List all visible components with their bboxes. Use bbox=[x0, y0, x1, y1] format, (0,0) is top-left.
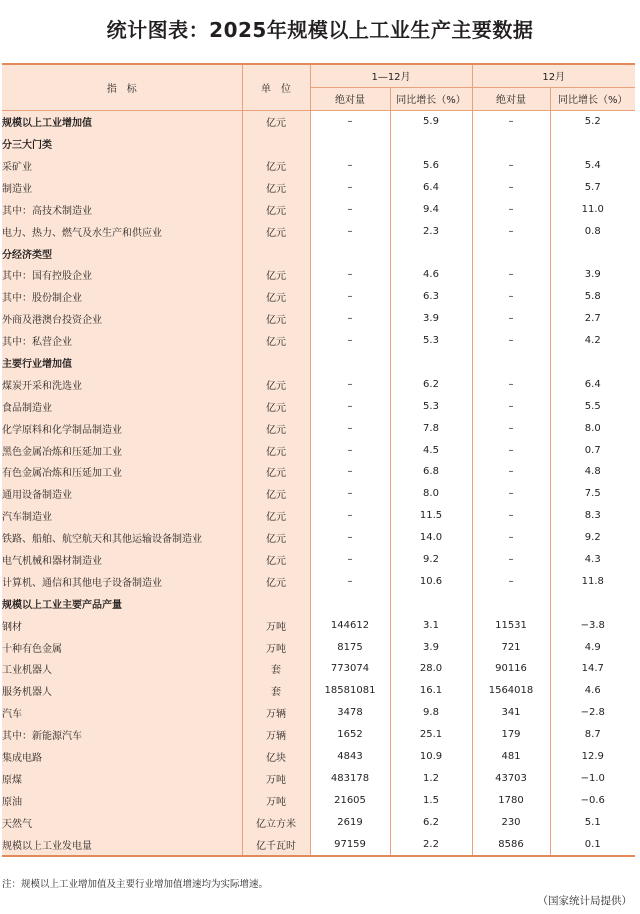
row-yoy-full-year: 8.0 bbox=[390, 483, 472, 505]
row-unit: 亿元 bbox=[242, 308, 310, 330]
table-row bbox=[2, 439, 635, 461]
table-body bbox=[2, 110, 635, 856]
row-indicator: 原油 bbox=[2, 789, 242, 811]
row-abs-full-year: 21605 bbox=[310, 789, 390, 811]
table-row bbox=[2, 702, 635, 724]
table-row bbox=[2, 242, 635, 264]
table-row bbox=[2, 833, 635, 856]
row-indicator: 化学原料和化学制品制造业 bbox=[2, 417, 242, 439]
table-row bbox=[2, 461, 635, 483]
row-yoy-december: 4.8 bbox=[550, 461, 635, 483]
row-indicator: 服务机器人 bbox=[2, 680, 242, 702]
row-unit: 亿元 bbox=[242, 373, 310, 395]
row-unit: 万辆 bbox=[242, 724, 310, 746]
row-yoy-full-year: 1.2 bbox=[390, 768, 472, 790]
row-indicator: 汽车制造业 bbox=[2, 505, 242, 527]
row-abs-full-year: – bbox=[310, 264, 390, 286]
row-abs-full-year: – bbox=[310, 330, 390, 352]
row-unit bbox=[242, 352, 310, 374]
row-yoy-full-year: 9.4 bbox=[390, 198, 472, 220]
row-yoy-december: 5.1 bbox=[550, 811, 635, 833]
row-unit bbox=[242, 592, 310, 614]
row-abs-december: – bbox=[472, 110, 550, 132]
header-yoy-full-year: 同比增长（%） bbox=[390, 87, 472, 110]
table-row bbox=[2, 373, 635, 395]
row-abs-full-year: 8175 bbox=[310, 636, 390, 658]
row-abs-december bbox=[472, 352, 550, 374]
row-yoy-full-year: 6.4 bbox=[390, 176, 472, 198]
row-unit: 套 bbox=[242, 680, 310, 702]
row-abs-full-year: – bbox=[310, 417, 390, 439]
row-yoy-full-year: 4.5 bbox=[390, 439, 472, 461]
row-abs-full-year bbox=[310, 352, 390, 374]
row-abs-december: 1780 bbox=[472, 789, 550, 811]
row-yoy-december: −3.8 bbox=[550, 614, 635, 636]
table-row bbox=[2, 636, 635, 658]
row-yoy-full-year: 6.2 bbox=[390, 811, 472, 833]
table-row bbox=[2, 680, 635, 702]
row-abs-december: – bbox=[472, 505, 550, 527]
table-row bbox=[2, 527, 635, 549]
row-abs-december: 341 bbox=[472, 702, 550, 724]
row-indicator: 工业机器人 bbox=[2, 658, 242, 680]
row-yoy-december: 5.2 bbox=[550, 110, 635, 132]
row-abs-december: 721 bbox=[472, 636, 550, 658]
row-indicator: 分经济类型 bbox=[2, 242, 242, 264]
row-abs-full-year bbox=[310, 242, 390, 264]
row-indicator: 外商及港澳台投资企业 bbox=[2, 308, 242, 330]
row-unit: 亿元 bbox=[242, 286, 310, 308]
table-row bbox=[2, 483, 635, 505]
row-yoy-full-year bbox=[390, 352, 472, 374]
row-indicator: 天然气 bbox=[2, 811, 242, 833]
row-unit: 亿元 bbox=[242, 220, 310, 242]
row-yoy-december: 9.2 bbox=[550, 527, 635, 549]
row-abs-full-year: 97159 bbox=[310, 833, 390, 856]
table-row bbox=[2, 286, 635, 308]
row-abs-full-year bbox=[310, 592, 390, 614]
row-unit: 亿元 bbox=[242, 155, 310, 177]
row-abs-december: – bbox=[472, 395, 550, 417]
row-abs-full-year: – bbox=[310, 549, 390, 571]
row-indicator: 通用设备制造业 bbox=[2, 483, 242, 505]
row-unit: 万辆 bbox=[242, 702, 310, 724]
row-indicator: 其中：国有控股企业 bbox=[2, 264, 242, 286]
row-yoy-full-year: 5.6 bbox=[390, 155, 472, 177]
row-indicator: 有色金属冶炼和压延加工业 bbox=[2, 461, 242, 483]
row-yoy-full-year: 9.8 bbox=[390, 702, 472, 724]
row-indicator: 其中：高技术制造业 bbox=[2, 198, 242, 220]
row-yoy-full-year bbox=[390, 242, 472, 264]
header-abs-full-year: 绝对量 bbox=[310, 87, 390, 110]
row-indicator: 汽车 bbox=[2, 702, 242, 724]
row-abs-december: – bbox=[472, 483, 550, 505]
row-indicator: 电气机械和器材制造业 bbox=[2, 549, 242, 571]
row-abs-full-year: 4843 bbox=[310, 746, 390, 768]
row-indicator: 主要行业增加值 bbox=[2, 352, 242, 374]
row-yoy-december: 8.7 bbox=[550, 724, 635, 746]
row-abs-full-year: – bbox=[310, 461, 390, 483]
row-yoy-full-year: 11.5 bbox=[390, 505, 472, 527]
row-yoy-december: 6.4 bbox=[550, 373, 635, 395]
row-yoy-december bbox=[550, 592, 635, 614]
row-yoy-december: 4.2 bbox=[550, 330, 635, 352]
row-yoy-december: 0.1 bbox=[550, 833, 635, 856]
table-row bbox=[2, 133, 635, 155]
row-abs-full-year: – bbox=[310, 570, 390, 592]
table-row bbox=[2, 352, 635, 374]
row-indicator: 其中：私营企业 bbox=[2, 330, 242, 352]
table-row bbox=[2, 789, 635, 811]
row-abs-december: – bbox=[472, 570, 550, 592]
row-yoy-full-year: 6.8 bbox=[390, 461, 472, 483]
row-abs-december: – bbox=[472, 176, 550, 198]
row-indicator: 钢材 bbox=[2, 614, 242, 636]
row-yoy-december: 5.8 bbox=[550, 286, 635, 308]
table-row bbox=[2, 549, 635, 571]
row-unit: 亿元 bbox=[242, 505, 310, 527]
row-yoy-full-year: 3.9 bbox=[390, 636, 472, 658]
row-yoy-december: 4.9 bbox=[550, 636, 635, 658]
row-yoy-full-year: 28.0 bbox=[390, 658, 472, 680]
row-unit: 亿块 bbox=[242, 746, 310, 768]
table-row bbox=[2, 658, 635, 680]
row-yoy-full-year: 9.2 bbox=[390, 549, 472, 571]
row-yoy-full-year: 4.6 bbox=[390, 264, 472, 286]
header-yoy-december: 同比增长（%） bbox=[550, 87, 635, 110]
row-yoy-december: 14.7 bbox=[550, 658, 635, 680]
table-row bbox=[2, 768, 635, 790]
row-abs-full-year: – bbox=[310, 155, 390, 177]
header-period-december: 12月 bbox=[472, 64, 635, 87]
row-unit: 亿元 bbox=[242, 110, 310, 132]
row-yoy-december: 5.7 bbox=[550, 176, 635, 198]
row-indicator: 煤炭开采和洗选业 bbox=[2, 373, 242, 395]
row-abs-december: – bbox=[472, 373, 550, 395]
row-abs-december: – bbox=[472, 461, 550, 483]
row-abs-december: 1564018 bbox=[472, 680, 550, 702]
row-indicator: 电力、热力、燃气及水生产和供应业 bbox=[2, 220, 242, 242]
row-unit: 亿元 bbox=[242, 417, 310, 439]
row-unit: 亿千瓦时 bbox=[242, 833, 310, 856]
row-indicator: 规模以上工业主要产品产量 bbox=[2, 592, 242, 614]
table-row bbox=[2, 724, 635, 746]
row-abs-full-year: 144612 bbox=[310, 614, 390, 636]
row-abs-december: – bbox=[472, 549, 550, 571]
row-yoy-full-year: 25.1 bbox=[390, 724, 472, 746]
row-abs-december: 11531 bbox=[472, 614, 550, 636]
row-abs-december: 8586 bbox=[472, 833, 550, 856]
row-abs-full-year: 483178 bbox=[310, 768, 390, 790]
row-abs-full-year: – bbox=[310, 308, 390, 330]
table-row bbox=[2, 570, 635, 592]
row-yoy-december bbox=[550, 242, 635, 264]
row-unit: 亿元 bbox=[242, 483, 310, 505]
row-abs-full-year: – bbox=[310, 286, 390, 308]
row-yoy-full-year: 6.2 bbox=[390, 373, 472, 395]
row-abs-december: 43703 bbox=[472, 768, 550, 790]
header-abs-december: 绝对量 bbox=[472, 87, 550, 110]
row-yoy-full-year: 16.1 bbox=[390, 680, 472, 702]
row-indicator: 其中：股份制企业 bbox=[2, 286, 242, 308]
row-yoy-december: 0.7 bbox=[550, 439, 635, 461]
row-indicator: 制造业 bbox=[2, 176, 242, 198]
row-indicator: 食品制造业 bbox=[2, 395, 242, 417]
row-unit: 万吨 bbox=[242, 636, 310, 658]
row-abs-december: – bbox=[472, 527, 550, 549]
row-unit bbox=[242, 133, 310, 155]
row-yoy-december: 4.6 bbox=[550, 680, 635, 702]
statistics-table bbox=[2, 63, 635, 857]
row-yoy-full-year: 7.8 bbox=[390, 417, 472, 439]
row-yoy-december: 4.3 bbox=[550, 549, 635, 571]
header-indicator: 指 标 bbox=[2, 64, 242, 110]
row-unit: 亿元 bbox=[242, 439, 310, 461]
row-abs-december bbox=[472, 242, 550, 264]
table-row bbox=[2, 505, 635, 527]
row-yoy-december: −2.8 bbox=[550, 702, 635, 724]
row-indicator: 分三大门类 bbox=[2, 133, 242, 155]
source-credit: （国家统计局提供） bbox=[537, 895, 632, 907]
row-abs-full-year: – bbox=[310, 373, 390, 395]
row-unit: 亿立方米 bbox=[242, 811, 310, 833]
row-yoy-december: 0.8 bbox=[550, 220, 635, 242]
row-abs-december: – bbox=[472, 220, 550, 242]
row-abs-december: 90116 bbox=[472, 658, 550, 680]
row-abs-december: – bbox=[472, 286, 550, 308]
row-abs-december bbox=[472, 592, 550, 614]
table-row bbox=[2, 330, 635, 352]
row-yoy-december: 3.9 bbox=[550, 264, 635, 286]
row-indicator: 计算机、通信和其他电子设备制造业 bbox=[2, 570, 242, 592]
row-unit: 亿元 bbox=[242, 461, 310, 483]
row-yoy-full-year: 3.1 bbox=[390, 614, 472, 636]
header-unit: 单 位 bbox=[242, 64, 310, 110]
row-yoy-december bbox=[550, 133, 635, 155]
table-row bbox=[2, 220, 635, 242]
row-abs-full-year: 2619 bbox=[310, 811, 390, 833]
row-yoy-december: −1.0 bbox=[550, 768, 635, 790]
row-abs-full-year: 18581081 bbox=[310, 680, 390, 702]
row-indicator: 采矿业 bbox=[2, 155, 242, 177]
table-row bbox=[2, 811, 635, 833]
row-abs-december: – bbox=[472, 155, 550, 177]
row-indicator: 铁路、船舶、航空航天和其他运输设备制造业 bbox=[2, 527, 242, 549]
row-abs-december: 230 bbox=[472, 811, 550, 833]
row-unit: 亿元 bbox=[242, 549, 310, 571]
table-row bbox=[2, 264, 635, 286]
footnote: 注：规模以上工业增加值及主要行业增加值增速均为实际增速。 bbox=[2, 879, 269, 890]
row-yoy-full-year: 10.9 bbox=[390, 746, 472, 768]
row-yoy-full-year: 2.2 bbox=[390, 833, 472, 856]
row-abs-full-year: – bbox=[310, 505, 390, 527]
row-unit: 套 bbox=[242, 658, 310, 680]
row-indicator: 十种有色金属 bbox=[2, 636, 242, 658]
row-unit: 万吨 bbox=[242, 789, 310, 811]
table-row bbox=[2, 417, 635, 439]
header-period-full-year: 1—12月 bbox=[310, 64, 472, 87]
table-row bbox=[2, 308, 635, 330]
row-indicator: 原煤 bbox=[2, 768, 242, 790]
row-abs-december: – bbox=[472, 330, 550, 352]
table-row bbox=[2, 155, 635, 177]
row-yoy-full-year: 2.3 bbox=[390, 220, 472, 242]
page-title: 统计图表：2025年规模以上工业生产主要数据 bbox=[106, 18, 534, 42]
row-yoy-full-year: 6.3 bbox=[390, 286, 472, 308]
row-abs-full-year: – bbox=[310, 110, 390, 132]
row-yoy-december: −0.6 bbox=[550, 789, 635, 811]
row-abs-december: – bbox=[472, 264, 550, 286]
row-abs-december: – bbox=[472, 439, 550, 461]
row-abs-full-year bbox=[310, 133, 390, 155]
row-yoy-full-year bbox=[390, 133, 472, 155]
row-yoy-december: 8.0 bbox=[550, 417, 635, 439]
row-unit: 亿元 bbox=[242, 570, 310, 592]
row-abs-full-year: 3478 bbox=[310, 702, 390, 724]
row-yoy-full-year: 14.0 bbox=[390, 527, 472, 549]
row-yoy-december: 8.3 bbox=[550, 505, 635, 527]
row-yoy-full-year: 3.9 bbox=[390, 308, 472, 330]
row-indicator: 规模以上工业发电量 bbox=[2, 833, 242, 856]
row-abs-full-year: – bbox=[310, 176, 390, 198]
row-yoy-december: 11.8 bbox=[550, 570, 635, 592]
row-indicator: 黑色金属冶炼和压延加工业 bbox=[2, 439, 242, 461]
row-unit: 亿元 bbox=[242, 395, 310, 417]
row-yoy-december: 12.9 bbox=[550, 746, 635, 768]
row-yoy-full-year: 5.9 bbox=[390, 110, 472, 132]
row-indicator: 规模以上工业增加值 bbox=[2, 110, 242, 132]
row-abs-december: – bbox=[472, 308, 550, 330]
row-abs-full-year: – bbox=[310, 527, 390, 549]
table-row bbox=[2, 592, 635, 614]
row-yoy-full-year: 5.3 bbox=[390, 395, 472, 417]
table-row bbox=[2, 176, 635, 198]
row-abs-december: – bbox=[472, 417, 550, 439]
row-abs-december bbox=[472, 133, 550, 155]
row-unit bbox=[242, 242, 310, 264]
row-unit: 万吨 bbox=[242, 614, 310, 636]
row-yoy-december: 11.0 bbox=[550, 198, 635, 220]
row-yoy-full-year: 1.5 bbox=[390, 789, 472, 811]
row-yoy-december: 2.7 bbox=[550, 308, 635, 330]
row-unit: 亿元 bbox=[242, 264, 310, 286]
table-row bbox=[2, 110, 635, 132]
row-yoy-december: 5.5 bbox=[550, 395, 635, 417]
row-unit: 万吨 bbox=[242, 768, 310, 790]
row-abs-december: – bbox=[472, 198, 550, 220]
row-abs-full-year: – bbox=[310, 220, 390, 242]
table-row bbox=[2, 746, 635, 768]
row-indicator: 其中：新能源汽车 bbox=[2, 724, 242, 746]
table-row bbox=[2, 395, 635, 417]
table-row bbox=[2, 198, 635, 220]
row-abs-full-year: – bbox=[310, 198, 390, 220]
row-yoy-full-year: 10.6 bbox=[390, 570, 472, 592]
row-abs-full-year: 1652 bbox=[310, 724, 390, 746]
row-abs-full-year: – bbox=[310, 395, 390, 417]
row-yoy-december bbox=[550, 352, 635, 374]
row-abs-december: 481 bbox=[472, 746, 550, 768]
row-abs-full-year: – bbox=[310, 439, 390, 461]
row-unit: 亿元 bbox=[242, 198, 310, 220]
row-indicator: 集成电路 bbox=[2, 746, 242, 768]
row-abs-december: 179 bbox=[472, 724, 550, 746]
row-yoy-full-year bbox=[390, 592, 472, 614]
row-unit: 亿元 bbox=[242, 527, 310, 549]
row-abs-full-year: – bbox=[310, 483, 390, 505]
row-yoy-full-year: 5.3 bbox=[390, 330, 472, 352]
row-unit: 亿元 bbox=[242, 176, 310, 198]
row-yoy-december: 7.5 bbox=[550, 483, 635, 505]
row-yoy-december: 5.4 bbox=[550, 155, 635, 177]
row-unit: 亿元 bbox=[242, 330, 310, 352]
row-abs-full-year: 773074 bbox=[310, 658, 390, 680]
table-row bbox=[2, 614, 635, 636]
